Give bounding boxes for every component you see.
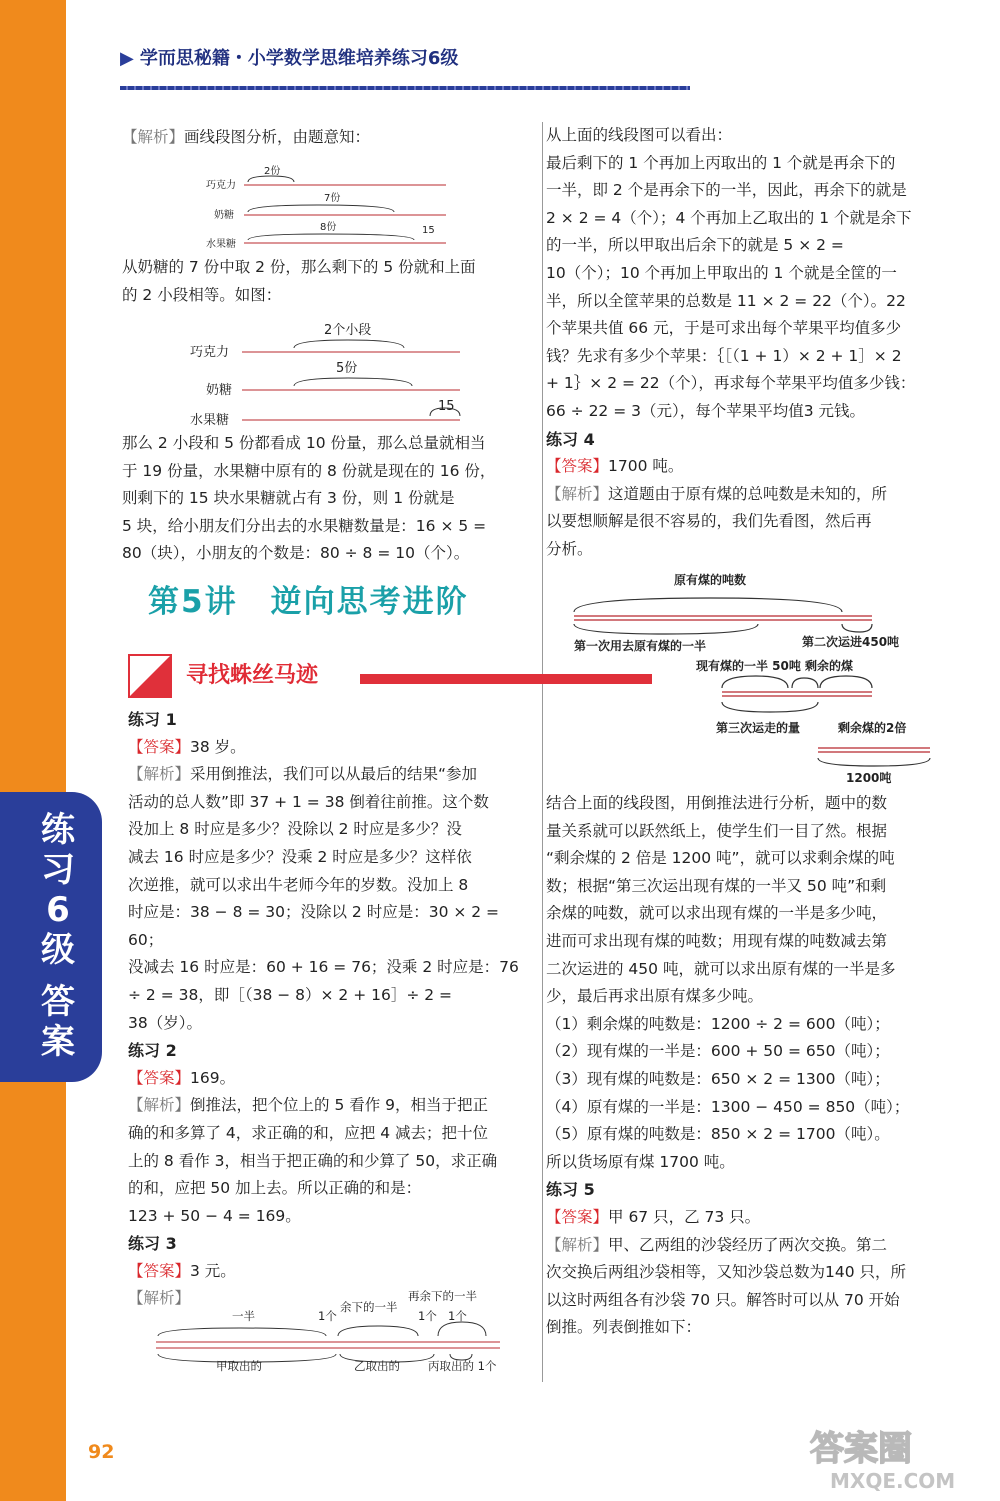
coal-brace-half xyxy=(722,676,788,688)
fig1-label-chocolate: 巧克力 xyxy=(206,180,236,191)
ex4-answer-tag: 【答案】 xyxy=(546,457,609,476)
watermark-url: MXQE.COM xyxy=(830,1469,956,1493)
column-divider xyxy=(542,122,543,1382)
fig1-extra-15: 15 xyxy=(422,225,435,236)
ex4-lower-line: 余煤的吨数，就可以求出现有煤的一半是多少吨， xyxy=(546,904,888,923)
intro-text: 画线段图分析，由题意知： xyxy=(184,128,371,146)
ex5-line: 甲、乙两组的沙袋经历了两次交换。第二 xyxy=(608,1235,888,1254)
ex5-title: 练习 5 xyxy=(546,1180,595,1200)
side-tab-level: 练习6级 xyxy=(41,810,75,970)
ex2-title: 练习 2 xyxy=(128,1041,177,1061)
ex3-title: 练习 3 xyxy=(128,1234,177,1254)
coal-second-in: 第二次运进450吨 xyxy=(802,635,900,649)
right-line: 10（个）；10 个再加上甲取出的 1 个就是全筐的一 xyxy=(546,263,897,282)
ex4-lower-line: “剩余煤的 2 倍是 1200 吨”，就可以求剩余煤的吨 xyxy=(546,849,895,868)
left-p1-line2: 的 2 小段相等。如图： xyxy=(122,285,282,304)
fig2-seg-2-small: 2个小段 xyxy=(324,323,372,338)
left-p2-line1: 那么 2 小段和 5 份都看成 10 份量，那么总量就相当 xyxy=(122,434,486,452)
ex1-line: 没加上 8 时应是多少？没除以 2 时应是多少？没 xyxy=(128,820,462,839)
ex4-step: （2）现有煤的一半是：600 + 50 = 650（吨）； xyxy=(546,1042,890,1061)
ex2-line: 倒推法，把个位上的 5 看作 9，相当于把正 xyxy=(190,1096,489,1115)
fig1-label-milk-candy: 奶糖 xyxy=(214,210,234,221)
coal-third-out: 第三次运走的量 xyxy=(716,721,801,735)
ex4-step: （5）原有煤的吨数是：850 × 2 = 1700（吨）。 xyxy=(546,1125,890,1144)
coal-brace-rem xyxy=(820,676,872,688)
ex1-line: 次逆推，就可以求出牛老师今年的岁数。没加上 8 xyxy=(128,875,469,894)
ex4-lower-line: 结合上面的线段图，用倒推法进行分析，题中的数 xyxy=(546,794,888,812)
ex4-step: （3）现有煤的吨数是：650 × 2 = 1300（吨）； xyxy=(546,1069,890,1088)
fig2-label-fruit-candy: 水果糖 xyxy=(190,413,230,428)
right-column-lower xyxy=(546,790,956,1342)
left-p1-line1: 从奶糖的 7 份中取 2 份，那么剩下的 5 份就和上面 xyxy=(122,258,476,276)
lecture-title: 第5讲 逆向思考进阶 xyxy=(148,584,469,620)
coal-current-half: 现有煤的一半 50吨 剩余的煤 xyxy=(696,659,854,673)
right-line: 个苹果共值 66 元，于是可求出每个苹果平均值多少 xyxy=(546,319,902,338)
section-triangle-icon xyxy=(128,654,172,698)
left-p2-line4: 5 块，给小朋友们分出去的水果糖数量是：16 × 5 = xyxy=(122,516,487,535)
ex1-line: ÷ 2 = 38，即［（38 − 8）× 2 + 16］÷ 2 = xyxy=(128,985,453,1004)
ex1-title: 练习 1 xyxy=(128,710,177,729)
ex4-analysis-tag: 【解析】 xyxy=(546,484,609,503)
side-tab-answer: 答案 xyxy=(41,982,75,1062)
fig2-seg-5: 5份 xyxy=(336,361,358,376)
left-p2-line3: 则剩下的 15 块水果糖就占有 3 份，则 1 份就是 xyxy=(122,489,455,508)
fig3-jia: 甲取出的 xyxy=(216,1359,262,1373)
right-line: 半，所以全筐苹果的总数是 11 × 2 = 22（个）。22 xyxy=(546,291,906,310)
coal-brace-first xyxy=(574,624,758,634)
ex2-line: 123 + 50 − 4 = 169。 xyxy=(128,1206,301,1225)
fig2-brace-top xyxy=(294,340,404,348)
fig2-label-milk-candy: 奶糖 xyxy=(206,383,233,398)
right-line: 一半，即 2 个是再余下的一半，因此，再余下的就是 xyxy=(546,181,907,200)
ex1-analysis-tag: 【解析】 xyxy=(128,765,191,784)
section-title: 寻找蛛丝马迹 xyxy=(186,663,319,688)
ex5-line: 倒推。列表倒推如下： xyxy=(546,1318,702,1337)
right-line: 66 ÷ 22 = 3（元），每个苹果平均值3 元钱。 xyxy=(546,401,866,420)
fig3-yi: 乙取出的 xyxy=(354,1359,400,1373)
ex2-line: 上的 8 看作 3，相当于把正确的和少算了 50，求正确 xyxy=(128,1151,498,1170)
ex4-step: （4）原有煤的一半是：1300 − 450 = 850（吨）； xyxy=(546,1097,910,1116)
fig3-brace-remaining-again xyxy=(438,1322,486,1336)
ex1-line: 活动的总人数”即 37 + 1 = 38 倒着往前推。这个数 xyxy=(128,792,489,811)
fig2-extra-15: 15 xyxy=(438,399,455,414)
right-line: 从上面的线段图可以看出： xyxy=(546,126,733,144)
coal-double-remaining: 剩余煤的2倍 xyxy=(838,721,907,735)
fig1-brace-8 xyxy=(248,234,414,240)
fig3-brace-half xyxy=(158,1328,326,1336)
right-line: 钱？先求有多少个苹果：｛［（1 + 1）× 2 + 1］× 2 xyxy=(546,346,902,365)
fig1-seg-7: 7份 xyxy=(324,193,341,204)
coal-brace-450 xyxy=(842,624,872,632)
ex4-answer: 1700 吨。 xyxy=(608,457,684,476)
watermark-text: 答案圈 xyxy=(810,1429,912,1469)
ex1-line: 38（岁）。 xyxy=(128,1013,202,1032)
ex2-analysis-tag: 【解析】 xyxy=(128,1096,191,1115)
right-line: 最后剩下的 1 个再加上丙取出的 1 个就是再余下的 xyxy=(546,153,896,172)
right-column xyxy=(546,122,956,564)
fig3-remaining-again: 再余下的一半 xyxy=(408,1289,477,1303)
fig1-label-fruit-candy: 水果糖 xyxy=(206,239,236,250)
coal-line-segment-figure xyxy=(566,568,946,788)
fig3-remaining-half: 余下的一半 xyxy=(340,1300,398,1314)
fig1-seg-8: 8份 xyxy=(320,222,337,233)
fig1-seg-2: 2份 xyxy=(264,166,281,177)
ex4-title: 练习 4 xyxy=(546,429,595,449)
ex1-answer-tag: 【答案】 xyxy=(128,737,191,756)
ex4-step: （1）剩余煤的吨数是：1200 ÷ 2 = 600（吨）； xyxy=(546,1014,890,1033)
ex2-answer-tag: 【答案】 xyxy=(128,1068,191,1087)
ex5-line: 次交换后两组沙袋相等，又知沙袋总数为140 只，所 xyxy=(546,1263,907,1282)
right-line: + 1｝× 2 = 22（个），再求每个苹果平均值多少钱： xyxy=(546,374,916,393)
right-line: 的一半，所以甲取出后余下的就是 5 × 2 = xyxy=(546,236,844,255)
fig3-half: 一半 xyxy=(232,1309,255,1323)
coal-first-use: 第一次用去原有煤的一半 xyxy=(574,639,707,653)
line-segment-figure-1 xyxy=(196,160,456,252)
coal-brace-original xyxy=(574,598,842,612)
fig2-brace-5 xyxy=(294,378,412,386)
ex3-answer-tag: 【答案】 xyxy=(128,1261,191,1280)
coal-brace-50 xyxy=(792,678,818,688)
left-p2-line2: 于 19 份量，水果糖中原有的 8 份就是现在的 16 份， xyxy=(122,461,496,480)
ex4-lower-line: 进而可求出现有煤的吨数；用现有煤的吨数减去第 xyxy=(546,931,888,950)
watermark-logo xyxy=(800,1420,990,1494)
ex4-line: 分析。 xyxy=(546,539,593,558)
ex4-line: 以要想顺解是很不容易的，我们先看图，然后再 xyxy=(546,512,872,531)
play-arrow-icon: ▶ xyxy=(120,48,134,69)
left-exercises xyxy=(128,706,534,1313)
coal-1200: 1200吨 xyxy=(846,771,892,785)
coal-original: 原有煤的吨数 xyxy=(674,573,747,587)
ex1-line: 采用倒推法，我们可以从最后的结果“参加 xyxy=(190,765,478,784)
ex5-line: 以这时两组各有沙袋 70 只。解答时可以从 70 开始 xyxy=(546,1290,900,1309)
header-divider xyxy=(120,86,690,90)
line-segment-figure-3 xyxy=(150,1284,520,1376)
ex1-answer: 38 岁。 xyxy=(190,737,246,756)
side-tab xyxy=(0,792,102,1082)
ex1-line: 时应是：38 − 8 = 30；没除以 2 时应是：30 × 2 = 60； xyxy=(128,903,500,949)
ex4-line: 这道题由于原有煤的总吨数是未知的，所 xyxy=(608,484,888,503)
ex5-answer-tag: 【答案】 xyxy=(546,1207,609,1226)
header-title: 学而思秘籍・小学数学思维培养练习6级 xyxy=(139,48,459,69)
left-p2-line5: 80（块），小朋友的个数是：80 ÷ 8 = 10（个）。 xyxy=(122,544,470,563)
ex4-lower-line: 少，最后再求出原有煤多少吨。 xyxy=(546,987,764,1006)
ex2-line: 的和，应把 50 加上去。所以正确的和是： xyxy=(128,1179,422,1198)
ex4-lower-line: 数；根据“第三次运出现有煤的一半又 50 吨”和剩 xyxy=(546,876,887,895)
fig3-one-c: 1个 xyxy=(448,1309,467,1323)
side-color-strip xyxy=(0,0,66,1501)
coal-brace-1200 xyxy=(818,758,930,766)
fig3-one-b: 1个 xyxy=(418,1309,437,1323)
page-header xyxy=(120,44,458,70)
ex1-line: 没减去 16 时应是：60 + 16 = 76；没乘 2 时应是：76 xyxy=(128,958,519,977)
left-p2 xyxy=(122,430,534,568)
fig2-label-chocolate: 巧克力 xyxy=(190,345,230,360)
ex4-lower-line: 二次运进的 450 吨，就可以求出原有煤的一半是多 xyxy=(546,959,896,978)
coal-brace-third xyxy=(722,702,818,712)
left-p1 xyxy=(122,254,534,309)
page-number: 92 xyxy=(88,1441,115,1463)
ex1-line: 减去 16 时应是多少？没乘 2 时应是多少？这样依 xyxy=(128,847,472,866)
right-line: 2 × 2 = 4（个）；4 个再加上乙取出的 1 个就是余下 xyxy=(546,208,912,227)
ex2-line: 确的和多算了 4，求正确的和，应把 4 减去；把十位 xyxy=(128,1123,489,1142)
ex5-analysis-tag: 【解析】 xyxy=(546,1235,609,1254)
line-segment-figure-2 xyxy=(186,316,476,430)
ex3-answer: 3 元。 xyxy=(190,1261,236,1280)
ex4-conclusion: 所以货场原有煤 1700 吨。 xyxy=(546,1152,735,1171)
ex5-answer: 甲 67 只，乙 73 只。 xyxy=(608,1207,761,1226)
section-heading xyxy=(128,654,528,698)
fig3-brace-remaining xyxy=(338,1326,418,1336)
left-column-top xyxy=(122,124,534,152)
ex3-analysis-tag: 【解析】 xyxy=(128,1289,191,1308)
ex4-lower-line: 量关系就可以跃然纸上，使学生们一目了然。根据 xyxy=(546,821,888,840)
fig3-bing: 丙取出的 1个 xyxy=(428,1359,497,1373)
analysis-tag: 【解析】 xyxy=(122,128,185,146)
fig1-brace-7 xyxy=(248,205,394,212)
fig3-one-a: 1个 xyxy=(318,1309,337,1323)
ex2-answer: 169。 xyxy=(190,1068,236,1087)
